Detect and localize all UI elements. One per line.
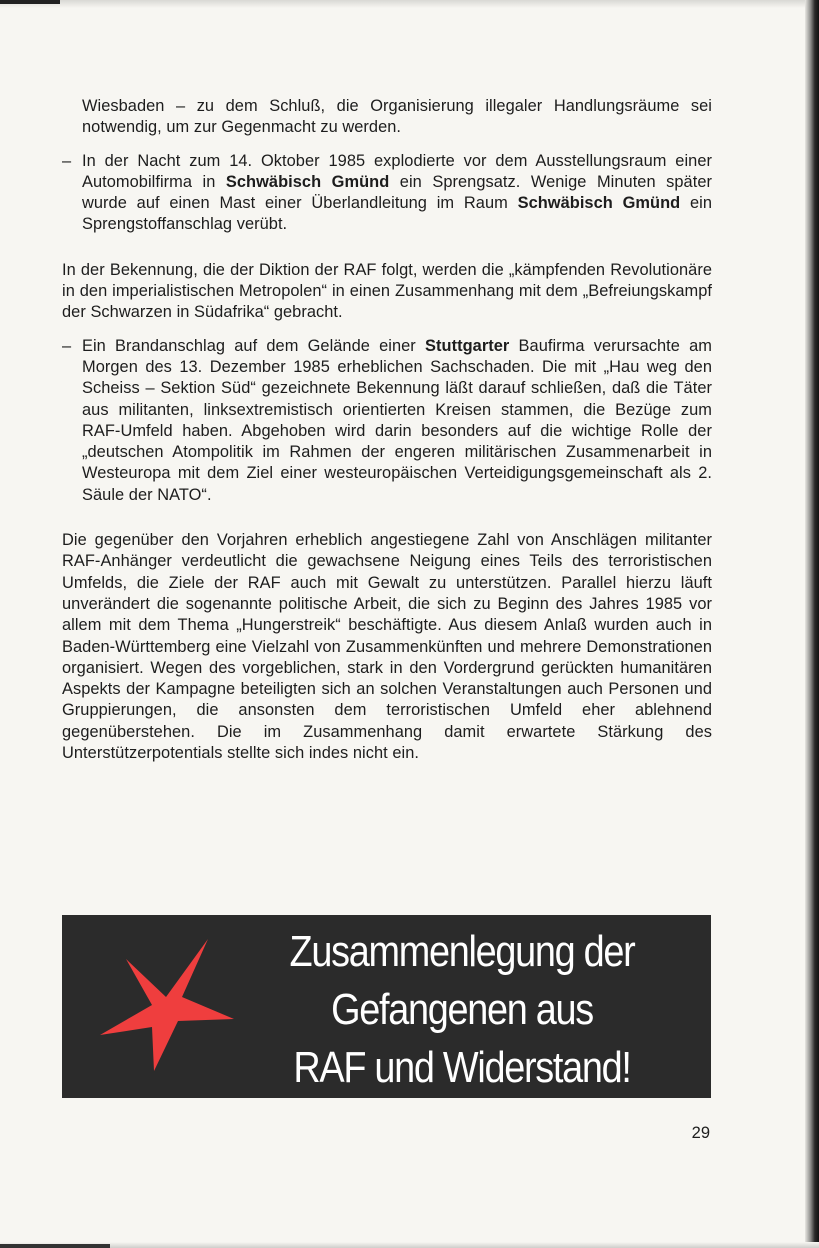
scan-edge-binding	[805, 0, 819, 1248]
body-text	[62, 96, 712, 764]
slogan-line-3: RAF und Widerstand!	[293, 1043, 631, 1092]
red-star-icon	[96, 935, 236, 1075]
slogan-line-2: Gefangenen aus	[331, 985, 593, 1034]
scan-edge-bottom	[0, 1242, 819, 1248]
scan-edge-top	[0, 0, 819, 8]
paragraph-summary: Die gegenüber den Vorjahren erheblich angestiegene Zahl von Anschlägen militanter RAF-Anhänger verdeutlicht die gewachsene Neigung eines Teils des terroristischen Umfelds, die Ziele der RAF auch mit Gewalt zu unterstützen. Parallel hierzu läuft unverändert die sogenannte politische Arbeit, die sich zu Beginn des Jahres 1985 vor allem mit dem Thema „Hungerstreik“ beschäftigte. Aus diesem Anlaß wurden auch in Baden-Württemberg eine Vielzahl von Zusammenkünften und mehrere Demonstrationen organisiert. Wegen des vorgeblichen, stark in den Vordergrund gerückten humanitären Aspekts der Kampagne beteiligten sich an solchen Veranstaltungen auch Personen und Gruppierungen, die ansonsten dem terroristischen Umfeld eher ablehnend gegenüberstehen. Die im Zusammenhang damit erwartete Stärkung des Unterstützerpotentials stellte sich indes nicht ein.	[62, 531, 712, 763]
slogan-line-1: Zusammenlegung der	[289, 927, 635, 976]
bold-place-name: Stuttgarter	[425, 336, 510, 355]
slogan-banner	[62, 915, 711, 1098]
slogan-text	[273, 923, 651, 1097]
bold-place-name: Schwäbisch Gmünd	[225, 172, 390, 191]
dash-bullet: –	[62, 151, 72, 170]
dash-bullet: –	[62, 336, 72, 355]
paragraph-bekennung: In der Bekennung, die der Diktion der RAF folgt, werden die „kämpfenden Revolutionäre in den imperialistischen Metropolen“ in einen Zusammenhang mit dem „Befreiungskampf der Schwarzen in Südafrika“ gebracht.	[62, 260, 712, 322]
bold-place-name: Schwäbisch Gmünd	[517, 194, 681, 213]
page-number: 29	[691, 1124, 710, 1142]
paragraph-continuation: Wiesbaden – zu dem Schluß, die Organisierung illegaler Handlungsräume sei notwendig, um zur Gegenmacht zu werden.	[82, 97, 712, 137]
scan-edge-corner-bottom	[0, 1244, 110, 1248]
scan-edge-corner	[0, 0, 60, 4]
list-item-stuttgart: – Ein Brandanschlag auf dem Gelände einer Stuttgarter Baufirma verursachte am Morgen des 13. Dezember 1985 erheblichen Sachschaden. Die mit „Hau weg den Scheiss – Sektion Süd“ gezeichnete Bekennung läßt darauf schließen, daß die Täter aus militanten, linksextremistisch orientierten Kreisen stammen, die Bezüge zum RAF-Umfeld haben. Abgehoben wird darin besonders auf die wichtige Rolle der „deutschen Atompolitik im Rahmen der engeren militärischen Zusammenarbeit in Westeuropa mit dem Ziel einer westeuropäischen Verteidigungsgemeinschaft als 2. Säule der NATO“.	[62, 336, 712, 504]
list-item-schwaebisch-gmuend: – In der Nacht zum 14. Oktober 1985 explodierte vor dem Ausstellungsraum einer Automobilfirma in Schwäbisch Gmünd ein Sprengsatz. Wenige Minuten später wurde auf einen Mast einer Überlandleitung im Raum Schwäbisch Gmünd ein Sprengstoffanschlag verübt.	[62, 151, 713, 234]
